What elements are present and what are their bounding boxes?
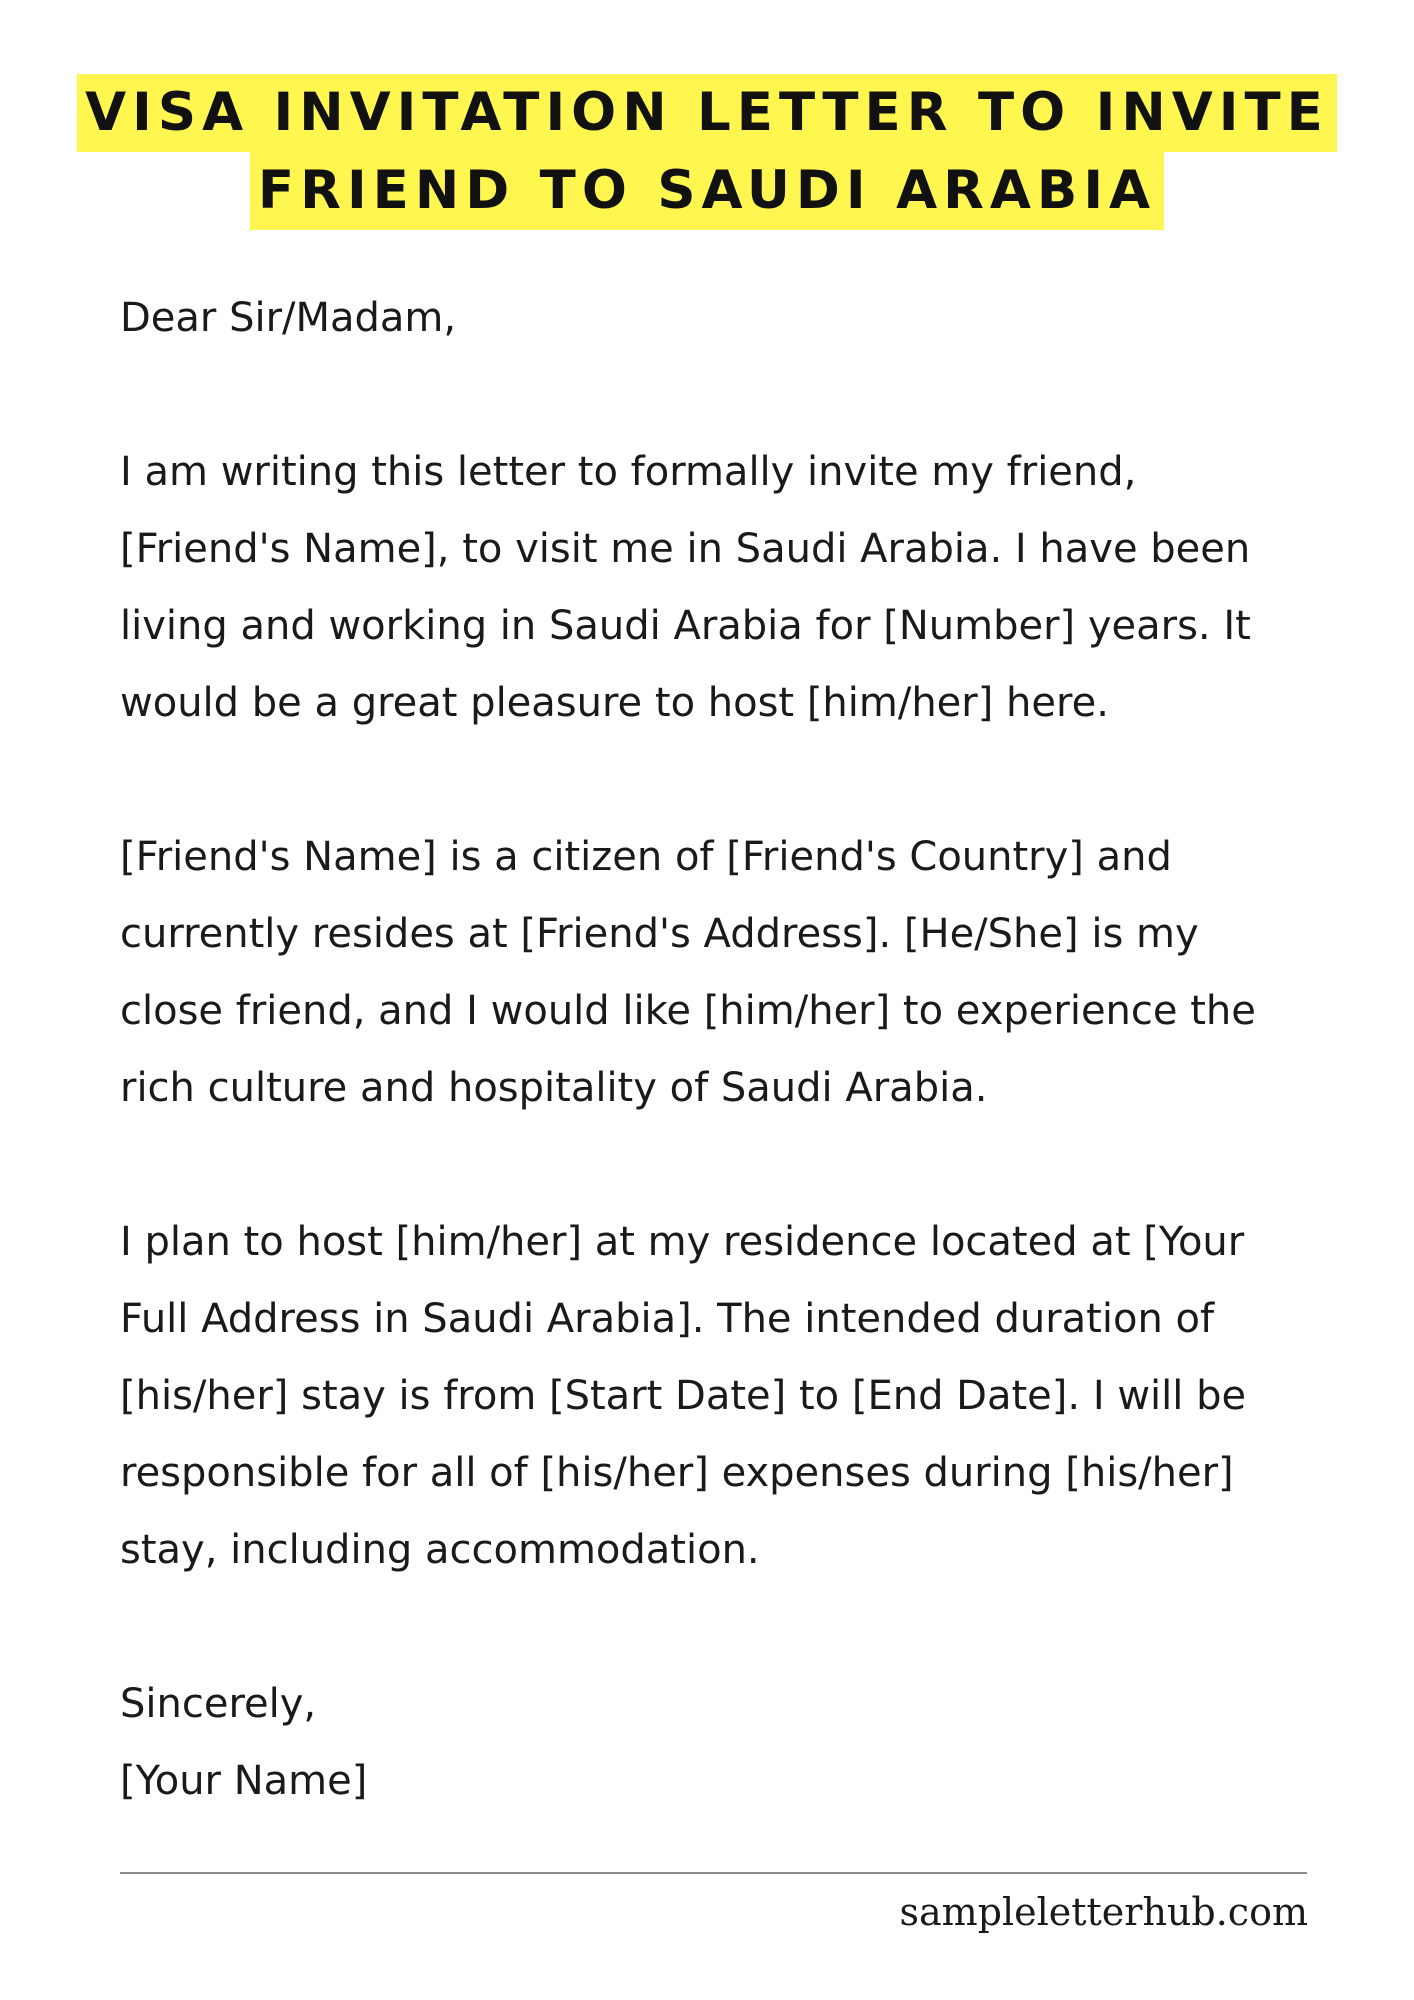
paragraph-line: close friend, and I would like [him/her] to experience the — [120, 988, 1256, 1034]
paragraph-line: [his/her] stay is from [Start Date] to [End Date]. I will be — [120, 1373, 1247, 1419]
paragraph-line: Full Address in Saudi Arabia]. The intended duration of — [120, 1296, 1215, 1342]
paragraph-line: I am writing this letter to formally invite my friend, — [120, 449, 1137, 495]
paragraph-line: living and working in Saudi Arabia for [Number] years. It — [120, 603, 1251, 649]
paragraph-2 — [120, 819, 1350, 1127]
letter-body — [120, 280, 1350, 1820]
page-title — [0, 74, 1414, 230]
paragraph-line: I plan to host [him/her] at my residence located at [Your — [120, 1219, 1245, 1265]
paragraph-1 — [120, 434, 1350, 742]
paragraph-line: stay, including accommodation. — [120, 1527, 760, 1573]
signature: [Your Name] — [120, 1758, 368, 1804]
title-line-2: FRIEND TO SAUDI ARABIA — [250, 152, 1164, 230]
paragraph-line: responsible for all of [his/her] expenses during [his/her] — [120, 1450, 1234, 1496]
paragraph-spacer — [120, 1127, 1350, 1204]
paragraph-line: rich culture and hospitality of Saudi Arabia. — [120, 1065, 988, 1111]
paragraph-line: would be a great pleasure to host [him/her] here. — [120, 680, 1109, 726]
closing: Sincerely, — [120, 1681, 317, 1727]
paragraph-spacer — [120, 742, 1350, 819]
title-line-1: VISA INVITATION LETTER TO INVITE — [77, 74, 1337, 152]
paragraph-line: [Friend's Name], to visit me in Saudi Arabia. I have been — [120, 526, 1251, 572]
paragraph-spacer — [120, 1589, 1350, 1666]
paragraph-line: [Friend's Name] is a citizen of [Friend's Country] and — [120, 834, 1172, 880]
paragraph-3 — [120, 1204, 1350, 1589]
paragraph-spacer — [120, 357, 1350, 434]
footer-site-name: sampleletterhub.com — [899, 1890, 1308, 1934]
footer-divider — [120, 1872, 1307, 1874]
salutation: Dear Sir/Madam, — [120, 295, 457, 341]
paragraph-line: currently resides at [Friend's Address]. [He/She] is my — [120, 911, 1199, 957]
